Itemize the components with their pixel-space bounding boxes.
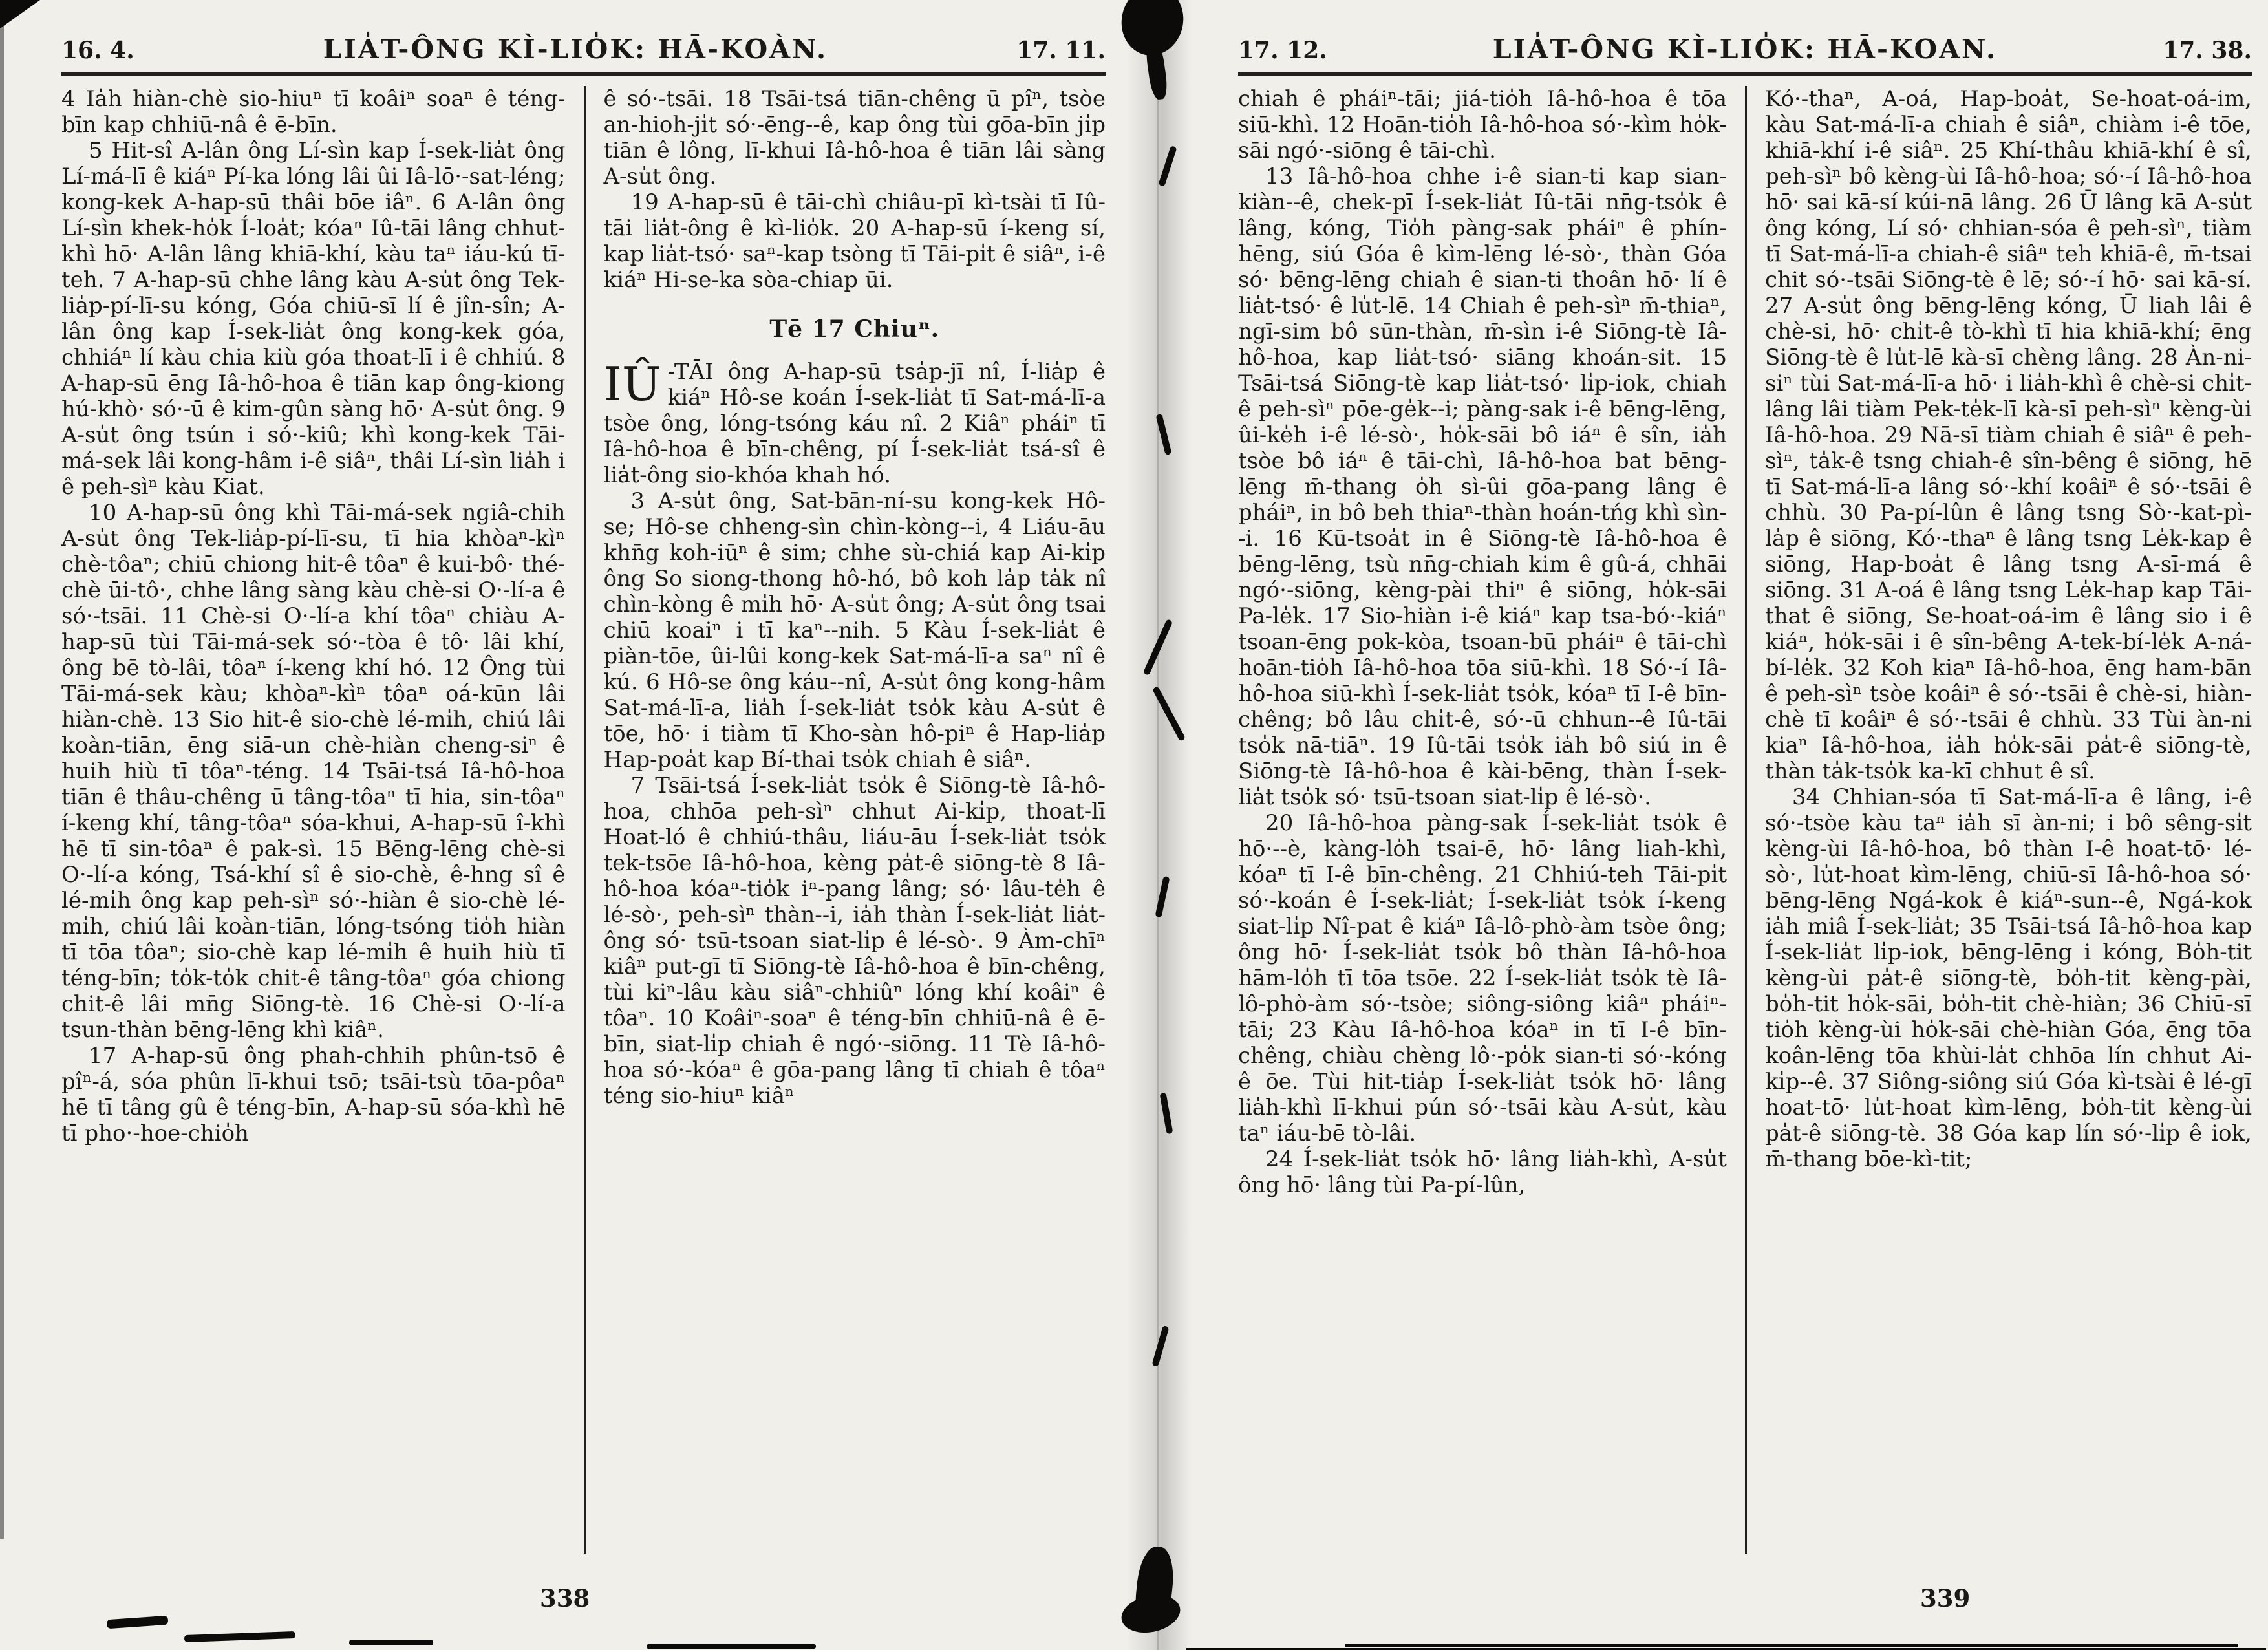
verse-paragraph: 13 Iâ-hô-hoa chhe i-ê sian-ti kap sian-kiàn--ê, chek-pī Í-sek-lia̍t Iû-tāi nn̄g-tso̍k ê lâng, kóng, Tio̍h pàng-sak pháiⁿ ê phín-hēng, siú Góa ê kìm-lēng lé-sò·, thàn Góa só· bēng-lēng chiah ê sian-ti thoân hō· lí ê lia̍t-tsó· ê lu̍t-lē. 14 Chiah ê peh-sìⁿ m̄-thiaⁿ, ngī-sim bô sūn-thàn, m̄-sìn i-ê Siōng-tè Iâ-hô-hoa, kap lia̍t-tsó· siāng khoán-sit. 15 Tsāi-tsá Siōng-tè kap lia̍t-tsó· li̍p-iok, chiah ê peh-sìⁿ pōe-ge̍k--i; pàng-sak i-ê bēng-lēng, ûi-ke̍h i-ê lé-sò·, ho̍k-sāi bô iáⁿ ê sîn, ia̍h tsòe bô iáⁿ ê tāi-chì, Iâ-hô-hoa bat bēng-lēng m̄-thang o̍h sì-ûi gōa-pang lâng ê pháiⁿ, in bô beh thiaⁿ-thàn hoán-tńg khì sìn--i. 16 Kū-tsoa̍t in ê Siōng-tè Iâ-hô-hoa ê bēng-lēng, tsù nn̄g-chiah kim ê gû-á, chhāi ngó·-siōng, kèng-pài thiⁿ ê siōng, ho̍k-sāi Pa-le̍k. 17 Sio-hiàn i-ê kiáⁿ kap tsa-bó·-kiáⁿ tsoan-ēng pok-kòa, tsoan-bū pháiⁿ ê tāi-chì hoān-tio̍h Iâ-hô-hoa tōa siū-khì. 18 Só·-í Iâ-hô-hoa siū-khì Í-sek-lia̍t tso̍k, kóaⁿ tī I-ê bīn-chêng; bô lâu chi̍t-ê, só·-ū chhun--ê Iû-tāi tso̍k nā-tiāⁿ. 19 Iû-tāi tso̍k ia̍h bô siú in ê Siōng-tè Iâ-hô-hoa ê kài-bēng, thàn Í-sek-lia̍t tso̍k só· tsū-tsoan siat-li̍p ê lé-sò·. xyxy=(1238,164,1727,810)
ink-smudge xyxy=(349,1640,433,1645)
page-number: 338 xyxy=(540,1584,590,1612)
verse-paragraph: 7 Tsāi-tsá Í-sek-lia̍t tso̍k ê Siōng-tè Iâ-hô-hoa, chhōa peh-sìⁿ chhut Ai-ki̍p, thoat-lī Hoat-ló ê chhiú-thâu, liáu-āu Í-sek-lia̍t tso̍k tek-tsōe Iâ-hô-hoa, kèng pa̍t-ê siōng-tè 8 Iâ-hô-hoa kóaⁿ-tio̍k iⁿ-pang lâng; só· lâu-te̍h ê lé-sò·, peh-sìⁿ thàn--i, ia̍h thàn Í-sek-lia̍t lia̍t-ông só· tsū-tsoan siat-li̍p ê lé-sò·. 9 Àm-chīⁿ kiâⁿ put-gī tī Siōng-tè Iâ-hô-hoa ê bīn-chêng, tùi kiⁿ-lâu kàu siâⁿ-chhiûⁿ lóng khí koâiⁿ ê tôaⁿ. 10 Koâiⁿ-soaⁿ ê téng-bīn chhiū-nâ ê ē-bīn, siat-li̍p chiah ê ngó·-siōng. 11 Tè Iâ-hô-hoa só·-kóaⁿ ê gōa-pang lâng tī chiah ê tôaⁿ téng sio-hiuⁿ kiâⁿ xyxy=(603,773,1106,1109)
verse-paragraph: 3 A-su̍t ông, Sat-bān-ní-su kong-kek Hô-se; Hô-se chheng-sìn chìn-kòng--i, 4 Liáu-āu khn̄g koh-iūⁿ ê sim; chhe sù-chiá kap Ai-ki̍p ông So siong-thong hô-hó, bô koh la̍p ta̍k nî chìn-kòng ê mi̍h hō· A-su̍t ông; A-su̍t ông tsai chiū koaiⁿ i tī kaⁿ--nih. 5 Kàu Í-sek-lia̍t ê piàn-tōe, ûi-lûi kong-kek Sat-má-lī-a saⁿ nî ê kú. 6 Hô-se ông káu--nî, A-su̍t ông kong-hâm Sat-má-lī-a, lia̍h Í-sek-lia̍t tso̍k kàu A-su̍t ê tōe, hō· i tiàm tī Kho-sàn hô-piⁿ ê Hap-lia̍p Hap-poa̍t kap Bí-thai tso̍k chiah ê siâⁿ. xyxy=(603,488,1106,773)
verse-text: -TĀI ông A-hap-sū tsa̍p-jī nî, Í-lia̍p ê kiáⁿ Hô-se koán Í-sek-lia̍t tī Sat-má-lī-a tsòe ông, lóng-tsóng káu nî. 2 Kiâⁿ pháiⁿ tī Iâ-hô-hoa ê bīn-chêng, pí Í-sek-lia̍t tsá-sî ê lia̍t-ông sio-khóa khah hó. xyxy=(603,359,1106,488)
verse-paragraph: ê só·-tsāi. 18 Tsāi-tsá tiān-chêng ū pîⁿ, tsòe an-hioh-ji̍t só·-ēng--ê, kap ông tùi gōa-bīn ji̍p tiān ê lông, lī-khui Iâ-hô-hoa ê tiān lâi sàng A-su̍t ông. xyxy=(603,86,1106,189)
verse-paragraph: 5 Hit-sî A-lân ông Lí-sìn kap Í-sek-lia̍t ông Lí-má-lī ê kiáⁿ Pí-ka lóng lâi ûi Iâ-lō·-sat-léng; kong-kek A-hap-sū thâi bōe iâⁿ. 6 A-lân ông Lí-sìn khek-ho̍k Í-loa̍t; kóaⁿ Iû-tāi lâng chhut-khì hō· A-lân lâng khiā-khí, kàu taⁿ iáu-kú tī-teh. 7 A-hap-sū chhe lâng kàu A-su̍t ông Tek-lia̍p-pí-lī-su kóng, Góa chiū-sī lí ê jîn-sîn; A-lân ông kap Í-sek-lia̍t ông kong-kek góa, chhiáⁿ lí kàu chia kiù góa thoat-lī i ê chhiú. 8 A-hap-sū ēng Iâ-hô-hoa ê tiān kap ông-kiong hú-khò· só·-ū ê kim-gûn sàng hō· A-su̍t ông. 9 A-su̍t ông tsún i só·-kiû; khì kong-kek Tāi-má-sek lâi kong-hâm i-ê siâⁿ, thâi Lí-sìn lia̍h i ê peh-sìⁿ kàu Kiat. xyxy=(61,138,566,500)
verse-paragraph: 24 Í-sek-lia̍t tso̍k hō· lâng lia̍h-khì, A-su̍t ông hō· lâng tùi Pa-pí-lûn, xyxy=(1238,1146,1727,1198)
page-corner-mark xyxy=(0,0,40,28)
running-title: LIA̍T-ÔNG KÌ-LIO̍K: HĀ-KOAN. xyxy=(1492,34,1998,65)
text-columns xyxy=(1238,86,2252,1554)
verse-paragraph: 20 Iâ-hô-hoa pàng-sak Í-sek-lia̍t tso̍k ê hō·--è, kàng-lo̍h tsai-ē, hō· lâng liah-khì, kóaⁿ tī I-ê bīn-chêng. 21 Chhiú-teh Tāi-pi̍t só·-koán ê Í-sek-lia̍t; Í-sek-lia̍t tso̍k í-keng siat-li̍p Nî-pat ê kiáⁿ Iâ-lô-phò-àm tsòe ông; ông hō· Í-sek-lia̍t tso̍k bô thàn Iâ-hô-hoa hām-lo̍h tī tōa tsōe. 22 Í-sek-lia̍t tso̍k tè Iâ-lô-phò-àm só·-tsòe; siông-siông kiâⁿ pháiⁿ-tāi; 23 Kàu Iâ-hô-hoa kóaⁿ in tī I-ê bīn-chêng, chiàu chèng lô·-po̍k sian-ti só·-kóng ê ōe. Tùi hit-tia̍p Í-sek-lia̍t tso̍k hō· lâng lia̍h-khì lī-khui pún só·-tsāi kàu A-su̍t, kàu taⁿ iáu-bē tò-lâi. xyxy=(1238,810,1727,1146)
text-column xyxy=(1745,86,2252,1554)
verse-paragraph: 4 Ia̍h hiàn-chè sio-hiuⁿ tī koâiⁿ soaⁿ ê téng-bīn kap chhiū-nâ ê ē-bīn. xyxy=(61,86,566,138)
verse-ref-left: 16. 4. xyxy=(61,37,134,64)
drop-cap: IÛ xyxy=(603,357,661,411)
scan-edge-line xyxy=(0,0,4,1539)
page-number: 339 xyxy=(1920,1584,1971,1612)
verse-ref-right: 17. 11. xyxy=(1016,37,1106,64)
verse-ref-left: 17. 12. xyxy=(1238,37,1327,64)
verse-paragraph: chiah ê pháiⁿ-tāi; jiá-tio̍h Iâ-hô-hoa ê tōa siū-khì. 12 Hoān-tio̍h Iâ-hô-hoa só·-kìm ho̍k-sāi ngó·-siōng ê tāi-chì. xyxy=(1238,86,1727,164)
binding-crease xyxy=(1157,0,1159,1650)
verse-paragraph: 19 A-hap-sū ê tāi-chì chiâu-pī kì-tsài tī Iû-tāi lia̍t-ông ê kì-lio̍k. 20 A-hap-sū í-keng sí, kap lia̍t-tsó· saⁿ-kap tsòng tī Tāi-pi̍t ê siâⁿ, i-ê kiáⁿ Hi-se-ka sòa-chiap ūi. xyxy=(603,189,1106,293)
verse-paragraph: 10 A-hap-sū ông khì Tāi-má-sek ngiâ-chih A-su̍t ông Tek-lia̍p-pí-lī-su, tī hia khòaⁿ-kìⁿ chè-tôaⁿ; chiū chiong hit-ê tôaⁿ ê kui-bô· thé-chè ūi-tô·, chhe lâng sàng kàu chè-si O·-lí-a ê só·-tsāi. 11 Chè-si O·-lí-a khí tôaⁿ chiàu A-hap-sū tùi Tāi-má-sek só·-tòa ê tô· lâi khí, ông bē tò-lâi, tôaⁿ í-keng khí hó. 12 Ông tùi Tāi-má-sek kàu; khòaⁿ-kìⁿ tôaⁿ oá-kūn lâi hiàn-chè. 13 Sio hit-ê sio-chè lé-mi̍h, chiú lâi koàn-tiān, ēng siā-un chè-hiàn cheng-siⁿ ê huih hiù tī tôaⁿ-téng. 14 Tsāi-tsá Iâ-hô-hoa tiān ê thâu-chêng ū tâng-tôaⁿ tī hia, sin-tôaⁿ í-keng khí, tâng-tôaⁿ sóa-khui, A-hap-sū î-khì hē tī sin-tôaⁿ ê pak-sì. 15 Bēng-lēng chè-si O·-lí-a kóng, Tsá-khí sî ê sio-chè, ê-hng sî ê lé-mi̍h ông kap peh-sìⁿ só·-hiàn ê sio-chè lé-mi̍h, chiú lâi koàn-tiān, lóng-tsóng tio̍h hiàn tī tōa tôaⁿ; sio-chè kap lé-mi̍h ê huih hiù tī téng-bīn; to̍k-to̍k chit-ê tâng-tôaⁿ góa chiong chit-ê lâi mn̄g Siōng-tè. 16 Chè-si O·-lí-a tsun-thàn bēng-lēng khì kiâⁿ. xyxy=(61,500,566,1043)
left-page xyxy=(61,34,1106,1612)
running-title: LIA̍T-ÔNG KÌ-LIO̍K: HĀ-KOÀN. xyxy=(323,34,828,65)
text-columns xyxy=(61,86,1106,1554)
verse-paragraph xyxy=(604,359,1106,488)
text-column xyxy=(1238,86,1745,1554)
ink-smudge xyxy=(184,1631,295,1642)
left-page-header xyxy=(61,34,1106,76)
right-page xyxy=(1238,34,2252,1612)
ink-smudge xyxy=(647,1644,816,1649)
verse-paragraph: 34 Chhian-sóa tī Sat-má-lī-a ê lâng, i-ê só·-tsòe kàu taⁿ ia̍h sī àn-ni; i bô sêng-si̍t kèng-ùi Iâ-hô-hoa, bô thàn I-ê hoat-tō· lé-sò·, lu̍t-hoat kìm-lēng, chiū-sī Iâ-hô-hoa só· bēng-lēng Ngá-kok ê kiáⁿ-sun--ê, Ngá-kok ia̍h miâ Í-sek-lia̍t; 35 Tsāi-tsá Iâ-hô-hoa kap Í-sek-lia̍t li̍p-iok, bēng-lēng i kóng, Bo̍h-tit kèng-ùi pa̍t-ê siōng-tè, bo̍h-tit kèng-pài, bo̍h-tit ho̍k-sāi, bo̍h-tit chè-hiàn; 36 Chiū-sī tio̍h kèng-ùi ho̍k-sāi chè-hiàn Góa, ēng tōa koân-lēng tōa khùi-la̍t chhōa lín chhut Ai-ki̍p--ê. 37 Siông-siông siú Góa kì-tsài ê lé-gī hoat-tō· lu̍t-hoat kìm-lēng, bo̍h-tit kèng-ùi pa̍t-ê siōng-tè. 38 Góa kap lín só·-li̍p ê iok, m̄-thang bōe-kì-tit; xyxy=(1765,784,2252,1172)
verse-paragraph: Kó·-thaⁿ, A-oá, Hap-boa̍t, Se-hoat-oá-im, kàu Sat-má-lī-a chiah ê siâⁿ, chiàm i-ê tōe, khiā-khí i-ê siâⁿ. 25 Khí-thâu khiā-khí ê sî, peh-sìⁿ bô kèng-ùi Iâ-hô-hoa; só·-í Iâ-hô-hoa hō· sai kā-sí kúi-nā lâng. 26 Ū lâng kā A-su̍t ông kóng, Lí só· chhian-sóa ê peh-sìⁿ, tiàm tī Sat-má-lī-a chiah-ê siâⁿ teh khiā-ê, m̄-tsai chit só·-tsāi Siōng-tè ê lē; só·-í hō· sai kā-sí. 27 A-su̍t ông bēng-lēng kóng, Ū liah lâi ê chè-si, hō· chi̍t-ê tò-khì tī hia khiā-khí; ēng Siōng-tè ê lu̍t-lē kà-sī chèng lâng. 28 Àn-ni-siⁿ tùi Sat-má-lī-a hō· i lia̍h-khì ê chè-si chi̍t-lâng lâi tiàm Pek-te̍k-lī kà-sī peh-sìⁿ kèng-ùi Iâ-hô-hoa. 29 Nā-sī tiàm chiah ê siâⁿ ê peh-sìⁿ, ta̍k-ê tsng chiah-ê sîn-bêng ê siōng, hē tī Sat-má-lī-a lâng só·-khí koâiⁿ ê só·-tsāi ê chhù. 30 Pa-pí-lûn ê lâng tsng Sò·-kat-pì-la̍p ê siōng, Kó·-thaⁿ ê lâng tsng Le̍k-kap ê siōng, Hap-boa̍t ê lâng tsng A-sī-má ê siōng. 31 A-oá ê lâng tsng Le̍k-hap kap Tāi-that ê siōng, Se-hoat-oá-im ê lâng sio i ê kiáⁿ, ho̍k-sāi i ê sîn-bêng A-tek-bí-le̍k A-ná-bí-le̍k. 32 Koh kiaⁿ Iâ-hô-hoa, ēng ham-bān ê peh-sìⁿ tsòe koâiⁿ ê só·-tsāi ê chè-si, hiàn-chè tī koâiⁿ ê só·-tsāi ê chhù. 33 Tùi àn-ni kiaⁿ Iâ-hô-hoa, ia̍h ho̍k-sāi pa̍t-ê siōng-tè, thàn ta̍k-tso̍k ka-kī chhut ê sî. xyxy=(1765,86,2252,784)
text-column xyxy=(61,86,584,1554)
verse-paragraph: 17 A-hap-sū ông phah-chhih phûn-tsō ê pîⁿ-á, sóa phûn lī-khui tsō; tsāi-tsù tōa-pôaⁿ hē tī tâng gû ê téng-bīn, A-hap-sū sóa-khì hē tī pho·-hoe-chio̍h xyxy=(61,1043,566,1146)
verse-ref-right: 17. 38. xyxy=(2163,37,2252,64)
ink-smudge xyxy=(107,1616,169,1629)
binding-shadow xyxy=(1126,0,1191,1650)
text-column xyxy=(584,86,1106,1554)
chapter-heading: Tē 17 Chiuⁿ. xyxy=(769,316,940,343)
scan-edge-streak xyxy=(1345,1644,2238,1647)
right-page-header xyxy=(1238,34,2252,76)
